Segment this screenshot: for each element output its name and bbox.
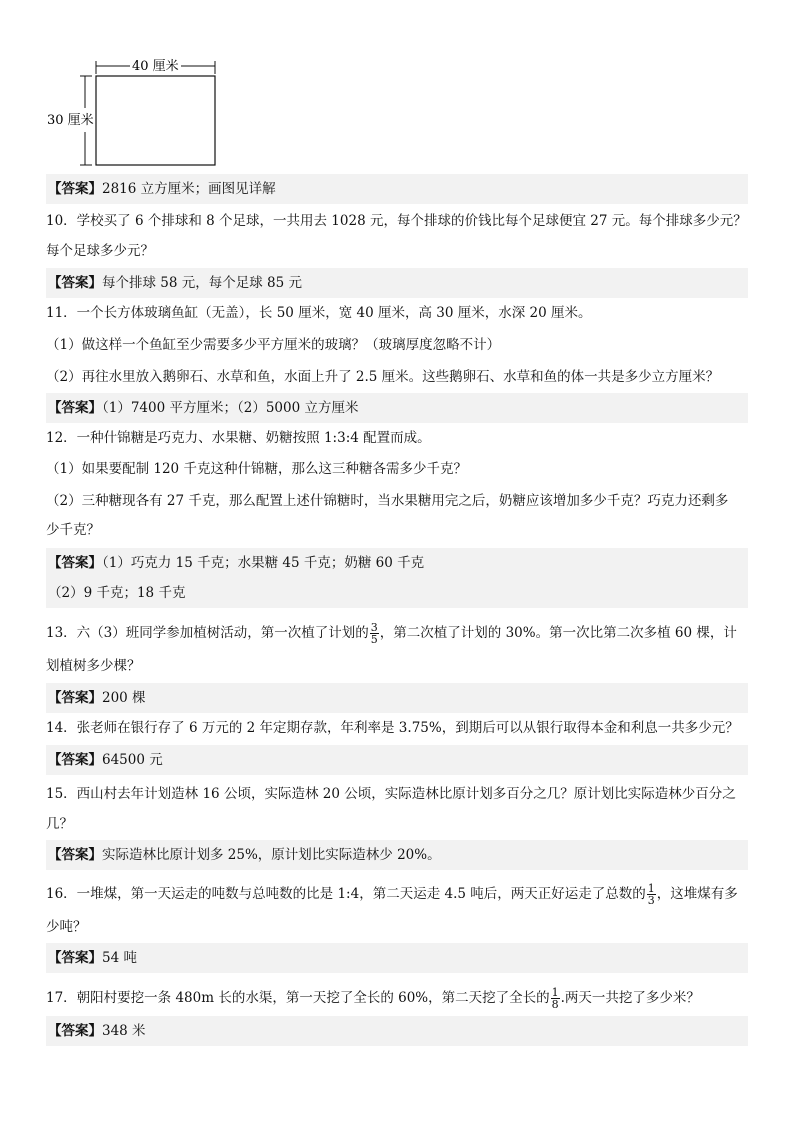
answer-tag: 【答案】 [48, 1023, 102, 1039]
question-10: 10．学校买了 6 个排球和 8 个足球，一共用去 1028 元，每个排球的价钱比每个足球便宜 27 元。每个排球多少元？ [46, 213, 747, 229]
answer-box [46, 548, 748, 578]
answer-box [46, 840, 748, 870]
fraction-one-third: $\frac{1}{3}$ [647, 882, 655, 907]
question-17: 17．朝阳村要挖一条 480m 长的水渠，第一天挖了全长的 60%，第二天挖了全长的 $\frac{1}{8}$ .两天一共挖了多少米？ [46, 986, 700, 1011]
width-label: 40 厘米 [132, 59, 179, 74]
question-12-part2: （2）三种糖现各有 27 千克，那么配置上述什锦糖时，当水果糖用完之后，奶糖应该增加多少千克？巧克力还剩多 [46, 493, 729, 509]
answer-text: （1）7400 平方厘米；（2）5000 立方厘米 [102, 400, 359, 416]
answer-box [46, 393, 748, 423]
answer-tag: 【答案】 [48, 847, 102, 863]
answer-box [46, 683, 748, 713]
question-13: 13．六（3）班同学参加植树活动，第一次植了计划的 $\frac{3}{5}$ ，第二次植了计划的 30%。第一次比第二次多植 60 棵，计 [46, 621, 737, 646]
answer-box [46, 268, 748, 298]
answer-tag: 【答案】 [48, 690, 102, 706]
question-12-part1: （1）如果要配制 120 千克这种什锦糖，那么这三种糖各需多少千克？ [46, 461, 467, 477]
answer-text: 实际造林比原计划多 25%，原计划比实际造林少 20%。 [102, 847, 441, 863]
answer-text: 64500 元 [102, 752, 163, 768]
answer-box [46, 174, 748, 204]
answer-tag: 【答案】 [48, 950, 102, 966]
question-16: 16．一堆煤，第一天运走的吨数与总吨数的比是 1:4，第二天运走 4.5 吨后，两天正好运走了总数的 $\frac{1}{3}$ ，这堆煤有多 [46, 882, 738, 907]
question-15: 15．西山村去年计划造林 16 公顷，实际造林 20 公顷，实际造林比原计划多百分之几？原计划比实际造林少百分之 [46, 786, 736, 802]
answer-box-cont [46, 578, 748, 608]
answer-box [46, 943, 748, 973]
question-10-cont: 每个足球多少元？ [46, 243, 154, 259]
fraction-three-fifths: $\frac{3}{5}$ [370, 621, 378, 646]
answer-tag: 【答案】 [48, 181, 102, 197]
rectangle-figure [46, 52, 236, 172]
question-14: 14．张老师在银行存了 6 万元的 2 年定期存款，年利率是 3.75%，到期后可以从银行取得本金和利息一共多少元？ [46, 720, 739, 736]
answer-text: 348 米 [102, 1023, 146, 1039]
answer-tag: 【答案】 [48, 400, 102, 416]
answer-box [46, 745, 748, 775]
answer-text: 54 吨 [102, 950, 137, 966]
height-label: 30 厘米 [47, 113, 94, 128]
question-16-cont: 少吨？ [46, 919, 87, 935]
answer-text: 200 棵 [102, 690, 146, 706]
question-13-cont: 划植树多少棵？ [46, 658, 141, 674]
answer-text: 2816 立方厘米；画图见详解 [102, 181, 276, 197]
question-15-cont: 几？ [46, 816, 73, 832]
answer-tag: 【答案】 [48, 752, 102, 768]
answer-box [46, 1016, 748, 1046]
question-11-part1: （1）做这样一个鱼缸至少需要多少平方厘米的玻璃？（玻璃厚度忽略不计） [46, 337, 501, 353]
answer-text: 每个排球 58 元，每个足球 85 元 [102, 275, 303, 291]
question-12-part2-cont: 少千克？ [46, 522, 100, 538]
answer-text: （2）9 千克；18 千克 [48, 585, 186, 601]
question-11-part2: （2）再往水里放入鹅卵石、水草和鱼，水面上升了 2.5 厘米。这些鹅卵石、水草和鱼的体一共是多少立方厘米？ [46, 369, 720, 385]
question-12: 12．一种什锦糖是巧克力、水果糖、奶糖按照 1:3:4 配置而成。 [46, 430, 431, 446]
answer-text: （1）巧克力 15 千克；水果糖 45 千克；奶糖 60 千克 [102, 555, 425, 571]
fraction-one-eighth: $\frac{1}{8}$ [551, 986, 559, 1011]
answer-tag: 【答案】 [48, 555, 102, 571]
question-11: 11．一个长方体玻璃鱼缸（无盖），长 50 厘米，宽 40 厘米，高 30 厘米，水深 20 厘米。 [46, 305, 592, 321]
answer-tag: 【答案】 [48, 275, 102, 291]
